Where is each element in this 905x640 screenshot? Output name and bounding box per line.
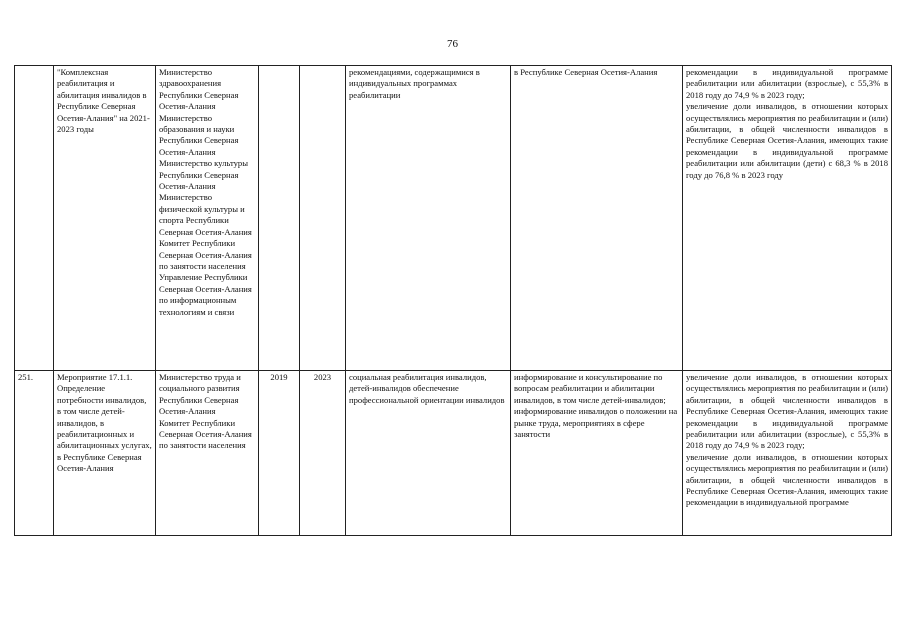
executor-line: Комитет Республики Северная Осетия-Алания по занятости населения: [159, 417, 252, 451]
indicators-cell: [683, 371, 892, 536]
effect-line: информирование инвалидов о положении на рынке труда, мероприятиях в сфере занятости: [514, 406, 678, 440]
indicators-cell: [683, 66, 892, 371]
executor-line: Министерство образования и науки Республики Северная Осетия-Алания: [159, 112, 239, 157]
effect-cell: в Республике Северная Осетия-Алания: [511, 66, 683, 371]
effect-cell: [511, 371, 683, 536]
start-year-cell: 2019: [259, 371, 300, 536]
program-table: [14, 65, 892, 536]
executor-line: Комитет Республики Северная Осетия-Алания по занятости населения: [159, 238, 252, 271]
executors-cell: [156, 371, 259, 536]
table-row: [15, 371, 892, 536]
expected-result-cell: рекомендациями, содержащимися в индивидуальных программах реабилитации: [346, 66, 511, 371]
effect-line: информирование и консультирование по вопросам реабилитации и абилитации инвалидов, в том числе детей-инвалидов;: [514, 372, 666, 405]
executor-line: Министерство физической культуры и спорта Республики Северная Осетия-Алания: [159, 192, 252, 237]
end-year-cell: 2023: [300, 371, 346, 536]
row-number-cell: [15, 66, 54, 371]
indicator-paragraph: увеличение доли инвалидов, в отношении которых осуществлялись мероприятия по реабилитации и (или) абилитации, в общей численности инвалидов в Республике Северная Осетия-Алания, имеющих такие рекомендации в индивидуальной программе реабилитации или абилитации (взрослые), с 55,3% в 2018 году до 74,9 % в 2023 году;: [686, 372, 888, 451]
executor-line: Управление Республики Северная Осетия-Алания по информационным технологиям и связи: [159, 272, 252, 317]
executor-line: Министерство здравоохранения Республики Северная Осетия-Алания: [159, 67, 239, 112]
row-number-cell: 251.: [15, 371, 54, 536]
executor-line: Министерство труда и социального развития Республики Северная Осетия-Алания: [159, 372, 241, 417]
end-year-cell: [300, 66, 346, 371]
measure-name-cell: "Комплексная реабилитация и абилитация инвалидов в Республике Северная Осетия-Алания" на 2021-2023 годы: [54, 66, 156, 371]
indicator-paragraph: рекомендации в индивидуальной программе реабилитации или абилитации (взрослые), с 55,3% в 2018 году до 74,9 % в 2023 году;: [686, 67, 888, 100]
executor-line: Министерство культуры Республики Северная Осетия-Алания: [159, 158, 248, 192]
indicator-paragraph: увеличение доли инвалидов, в отношении которых осуществлялись мероприятия по реабилитации и (или) абилитации, в общей численности инвалидов в Республике Северная Осетия-Алания, имеющих такие рекомендации в индивидуальной программе: [686, 451, 888, 508]
page-number: 76: [447, 38, 458, 50]
executors-cell: [156, 66, 259, 371]
expected-result-cell: социальная реабилитация инвалидов, детей-инвалидов обеспечение профессиональной ориентации инвалидов: [346, 371, 511, 536]
start-year-cell: [259, 66, 300, 371]
table-row: [15, 66, 892, 371]
indicator-paragraph: увеличение доли инвалидов, в отношении которых осуществлялись мероприятия по реабилитации и (или) абилитации, в общей численности инвалидов в Республике Северная Осетия-Алания, имеющих такие рекомендации в индивидуальной программе реабилитации или абилитации (дети) с 68,3 % в 2018 году до 76,8 % в 2023 году: [686, 101, 888, 180]
measure-name-cell: Мероприятие 17.1.1. Определение потребности инвалидов, в том числе детей-инвалидов, в реабилитационных и абилитационных услугах, в Республике Северная Осетия-Алания: [54, 371, 156, 536]
